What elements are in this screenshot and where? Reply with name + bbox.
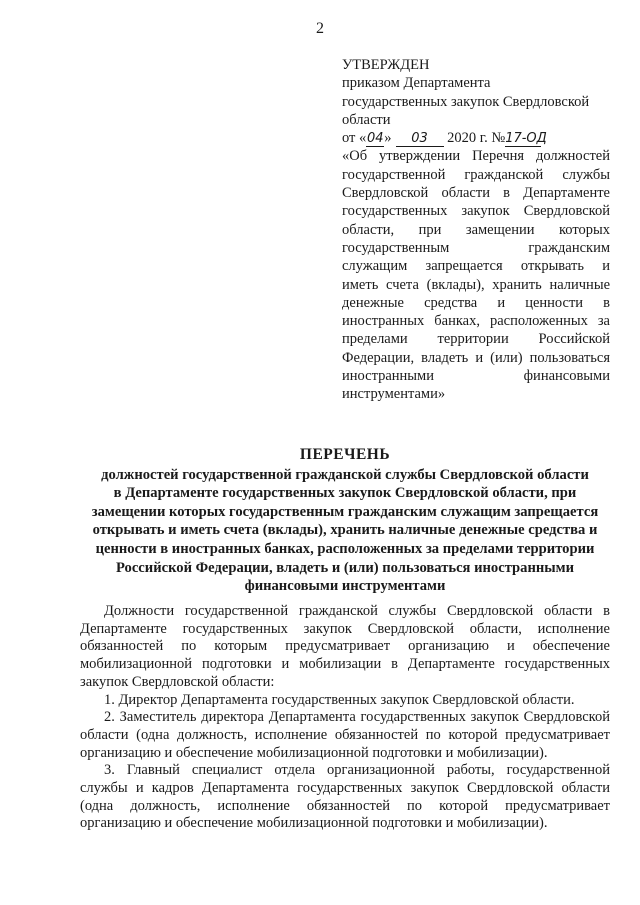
date-mid: » bbox=[384, 130, 392, 147]
list-item: 2. Заместитель директора Департамента государственных закупок Свердловской области (одна должность, исполнение обязанностей по которой предусматривает организацию и обеспечение мобилизационной подготовки и мобилизации). bbox=[80, 709, 610, 761]
approval-line: приказом Департамента bbox=[342, 75, 491, 92]
title-line: в Департаменте государственных закупок Свердловской области, при bbox=[113, 485, 577, 502]
handwritten-day: 04 bbox=[367, 131, 384, 147]
title-line: ценности в иностранных банках, расположенных за пределами территории bbox=[95, 540, 595, 557]
approval-line: государственных закупок Свердловской bbox=[342, 93, 590, 110]
approval-subject-line: Свердловской области в Департаменте bbox=[342, 185, 610, 202]
list-item: 3. Главный специалист отдела организационной работы, государственной службы и кадров Департамента государственных закупок Свердловской области (одна должность, исполнение обязанностей по которой предусматривает организацию и обеспечение мобилизационной подготовки и мобилизации). bbox=[80, 762, 610, 832]
intro-paragraph: Должности государственной гражданской службы Свердловской области в Департаменте государственных закупок Свердловской области, исполнение обязанностей по которым предусматривает организацию и обеспечение мобилизационной подготовки и мобилизации в Департаменте государственных закупок Свердловской области: bbox=[80, 603, 610, 690]
date-prefix: от « bbox=[342, 130, 367, 147]
approval-subject-line: инструментами» bbox=[342, 386, 446, 403]
approval-heading: УТВЕРЖДЕН bbox=[342, 57, 430, 73]
approval-subject-line: государственных закупок Свердловской bbox=[342, 203, 610, 220]
document-title bbox=[80, 446, 610, 596]
approval-subject-line: «Об утверждении Перечня должностей bbox=[342, 148, 610, 165]
handwritten-month: 03 bbox=[396, 131, 444, 147]
approval-line: области bbox=[342, 111, 391, 128]
document-body bbox=[80, 603, 610, 833]
title-line: Российской Федерации, владеть и (или) пользоваться иностранными bbox=[115, 559, 575, 576]
approval-subject-line: иностранными финансовыми bbox=[342, 368, 610, 385]
approval-subject-line: области, при замещении которых bbox=[342, 221, 610, 238]
title-heading: ПЕРЕЧЕНЬ bbox=[299, 446, 391, 463]
approval-subject-line: иностранных банках, расположенных за bbox=[342, 313, 610, 330]
approval-date-line bbox=[342, 129, 610, 147]
approval-subject-line: государственной гражданской службы bbox=[342, 166, 610, 183]
approval-subject-line: Федерации, владеть и (или) пользоваться bbox=[342, 349, 610, 366]
approval-subject-line: денежные средства и ценности в bbox=[342, 294, 610, 311]
list-item: 1. Директор Департамента государственных закупок Свердловской области. bbox=[104, 691, 575, 708]
approval-subject-line: иметь счета (вклады), хранить наличные bbox=[342, 276, 610, 293]
title-line: финансовыми инструментами bbox=[244, 578, 446, 595]
approval-stamp bbox=[342, 56, 610, 404]
title-line: замещении которых государственным гражданским служащим запрещается bbox=[91, 503, 599, 520]
title-line: должностей государственной гражданской службы Свердловской области bbox=[101, 466, 589, 483]
date-year: 2020 г. № bbox=[447, 130, 506, 147]
approval-subject-line: государственным гражданским bbox=[342, 239, 610, 256]
approval-subject-line: пределами территории Российской bbox=[342, 331, 610, 348]
approval-subject-line: служащим запрещается открывать и bbox=[342, 258, 610, 275]
page-number: 2 bbox=[316, 20, 324, 37]
handwritten-doc-number: 17-ОД bbox=[505, 131, 547, 147]
title-line: открывать и иметь счета (вклады), хранить наличные денежные средства и bbox=[92, 522, 598, 539]
